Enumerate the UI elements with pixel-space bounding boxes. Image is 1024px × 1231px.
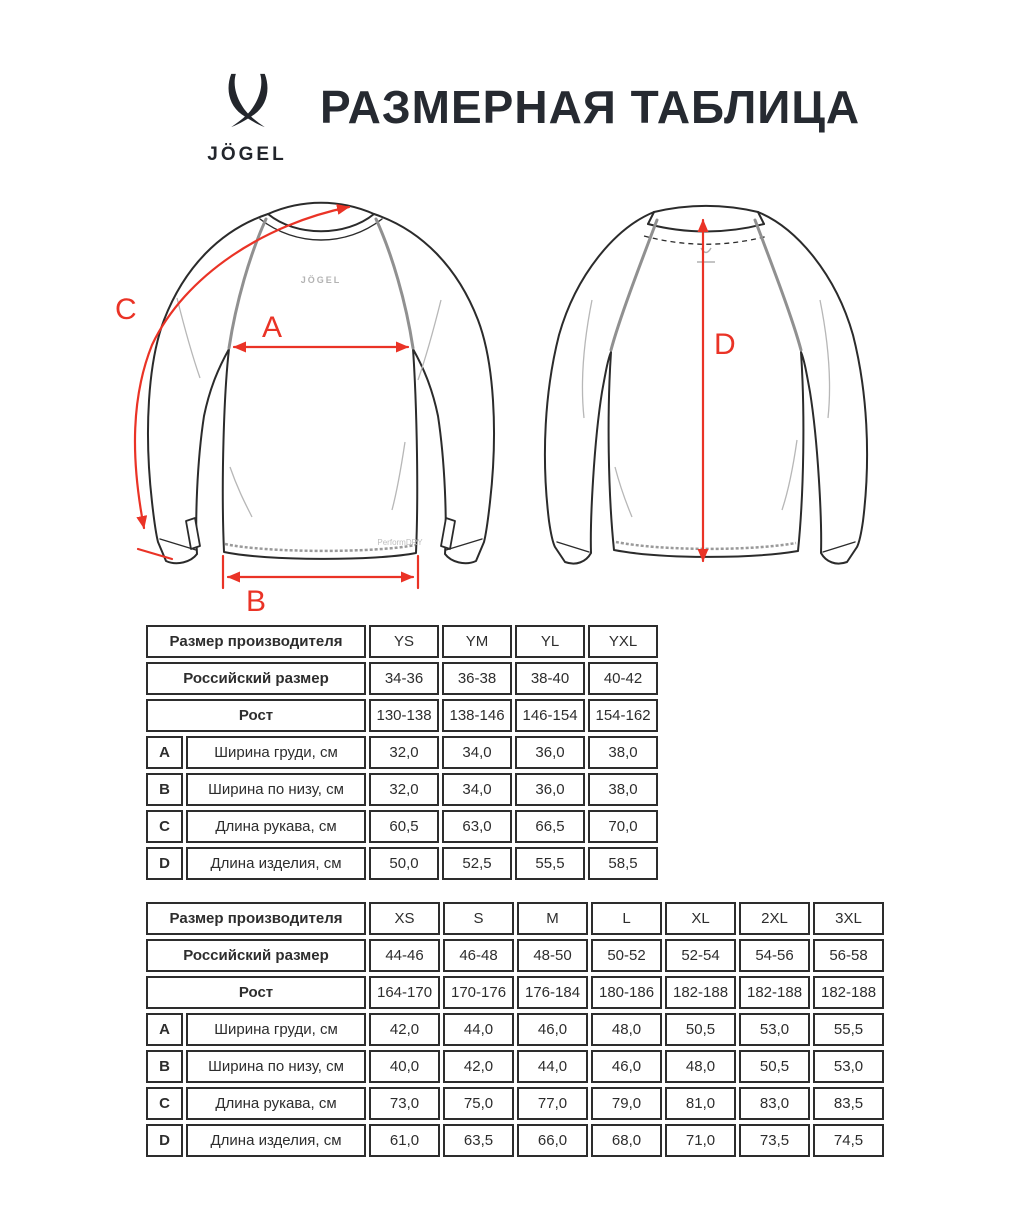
header-value-cell: 44-46 [369, 939, 440, 972]
shirt-front-view-drawing [100, 190, 520, 620]
header-value-cell: 46-48 [443, 939, 514, 972]
header-value-cell: 182-188 [739, 976, 810, 1009]
front-chest-logo: JÖGEL [300, 275, 342, 285]
collar-outer [268, 203, 374, 214]
measure-label-cell: Ширина груди, см [186, 1013, 366, 1046]
header-row-label: Размер производителя [146, 625, 366, 658]
adult-size-table-container [143, 898, 887, 1161]
measure-value-cell: 79,0 [591, 1087, 662, 1120]
dimension-letter-cell: D [146, 847, 183, 880]
youth-size-table-container [143, 621, 661, 884]
measure-value-cell: 60,5 [369, 810, 439, 843]
measure-value-cell: 83,5 [813, 1087, 884, 1120]
measure-value-cell: 74,5 [813, 1124, 884, 1157]
label-b: B [246, 585, 267, 618]
measure-value-cell: 63,5 [443, 1124, 514, 1157]
header-value-cell: 164-170 [369, 976, 440, 1009]
header-value-cell: 130-138 [369, 699, 439, 732]
measure-value-cell: 66,0 [517, 1124, 588, 1157]
header-value-cell: 56-58 [813, 939, 884, 972]
measure-value-cell: 36,0 [515, 736, 585, 769]
measure-value-cell: 66,5 [515, 810, 585, 843]
measure-value-cell: 73,5 [739, 1124, 810, 1157]
measure-label-cell: Ширина груди, см [186, 736, 366, 769]
measure-value-cell: 32,0 [369, 773, 439, 806]
dimension-letter-cell: A [146, 1013, 183, 1046]
header-value-cell: 36-38 [442, 662, 512, 695]
measure-value-cell: 40,0 [369, 1050, 440, 1083]
measure-value-cell: 50,5 [739, 1050, 810, 1083]
table-measure-row [146, 810, 658, 843]
header-row-label: Рост [146, 976, 366, 1009]
measure-value-cell: 46,0 [591, 1050, 662, 1083]
table-header-row [146, 976, 884, 1009]
dimension-letter-cell: A [146, 736, 183, 769]
measure-value-cell: 75,0 [443, 1087, 514, 1120]
measure-value-cell: 34,0 [442, 736, 512, 769]
measure-value-cell: 63,0 [442, 810, 512, 843]
table-header-row [146, 939, 884, 972]
measure-label-cell: Длина изделия, см [186, 1124, 366, 1157]
measure-value-cell: 83,0 [739, 1087, 810, 1120]
header-value-cell: 38-40 [515, 662, 585, 695]
table-measure-row [146, 1087, 884, 1120]
dimension-letter-cell: B [146, 1050, 183, 1083]
measure-value-cell: 50,5 [665, 1013, 736, 1046]
header-value-cell: 154-162 [588, 699, 658, 732]
measure-value-cell: 36,0 [515, 773, 585, 806]
label-a: A [262, 311, 283, 344]
header-value-cell: YXL [588, 625, 658, 658]
brand-name: JÖGEL [207, 144, 287, 165]
measure-label-cell: Длина изделия, см [186, 847, 366, 880]
header-value-cell: 52-54 [665, 939, 736, 972]
header-row-label: Размер производителя [146, 902, 366, 935]
header-value-cell: 182-188 [813, 976, 884, 1009]
back-silhouette [545, 212, 867, 564]
dimension-letter-cell: C [146, 1087, 183, 1120]
measure-value-cell: 53,0 [739, 1013, 810, 1046]
dimension-letter-cell: C [146, 810, 183, 843]
measure-value-cell: 44,0 [443, 1013, 514, 1046]
table-header-row [146, 662, 658, 695]
measure-value-cell: 55,5 [515, 847, 585, 880]
measure-value-cell: 70,0 [588, 810, 658, 843]
measure-label-cell: Ширина по низу, см [186, 1050, 366, 1083]
label-d: D [714, 328, 736, 361]
header-value-cell: 170-176 [443, 976, 514, 1009]
table-measure-row [146, 736, 658, 769]
header-value-cell: 182-188 [665, 976, 736, 1009]
measure-value-cell: 68,0 [591, 1124, 662, 1157]
header-value-cell: M [517, 902, 588, 935]
dimension-letter-cell: B [146, 773, 183, 806]
header-value-cell: 180-186 [591, 976, 662, 1009]
measure-value-cell: 34,0 [442, 773, 512, 806]
measure-value-cell: 71,0 [665, 1124, 736, 1157]
measure-value-cell: 42,0 [443, 1050, 514, 1083]
header-value-cell: 34-36 [369, 662, 439, 695]
header-value-cell: XS [369, 902, 440, 935]
jogel-logo-icon [222, 72, 274, 140]
youth-size-table [143, 621, 661, 884]
header-row-label: Российский размер [146, 939, 366, 972]
measure-value-cell: 61,0 [369, 1124, 440, 1157]
table-measure-row [146, 1013, 884, 1046]
measure-label-cell: Ширина по низу, см [186, 773, 366, 806]
label-c: C [115, 293, 137, 326]
header-value-cell: 40-42 [588, 662, 658, 695]
table-measure-row [146, 847, 658, 880]
header-value-cell: YL [515, 625, 585, 658]
measure-value-cell: 38,0 [588, 773, 658, 806]
table-header-row [146, 625, 658, 658]
header-value-cell: 2XL [739, 902, 810, 935]
header-value-cell: YS [369, 625, 439, 658]
measure-value-cell: 77,0 [517, 1087, 588, 1120]
header-value-cell: S [443, 902, 514, 935]
header-value-cell: 3XL [813, 902, 884, 935]
measure-label-cell: Длина рукава, см [186, 1087, 366, 1120]
measure-value-cell: 46,0 [517, 1013, 588, 1046]
measure-label-cell: Длина рукава, см [186, 810, 366, 843]
measure-value-cell: 50,0 [369, 847, 439, 880]
dimension-letter-cell: D [146, 1124, 183, 1157]
table-measure-row [146, 773, 658, 806]
measure-value-cell: 81,0 [665, 1087, 736, 1120]
measure-value-cell: 52,5 [442, 847, 512, 880]
measure-value-cell: 48,0 [665, 1050, 736, 1083]
header-value-cell: XL [665, 902, 736, 935]
header-value-cell: 176-184 [517, 976, 588, 1009]
header-value-cell: 50-52 [591, 939, 662, 972]
table-measure-row [146, 1050, 884, 1083]
measure-value-cell: 55,5 [813, 1013, 884, 1046]
header-row-label: Рост [146, 699, 366, 732]
front-silhouette [148, 214, 494, 563]
header-value-cell: YM [442, 625, 512, 658]
measure-value-cell: 48,0 [591, 1013, 662, 1046]
page-title: РАЗМЕРНАЯ ТАБЛИЦА [320, 81, 861, 133]
measure-value-cell: 42,0 [369, 1013, 440, 1046]
table-header-row [146, 699, 658, 732]
measure-value-cell: 53,0 [813, 1050, 884, 1083]
header-value-cell: 48-50 [517, 939, 588, 972]
back-collar-band [654, 206, 758, 212]
measure-value-cell: 58,5 [588, 847, 658, 880]
header-row-label: Российский размер [146, 662, 366, 695]
table-header-row [146, 902, 884, 935]
measure-value-cell: 32,0 [369, 736, 439, 769]
measure-value-cell: 44,0 [517, 1050, 588, 1083]
header-value-cell: 54-56 [739, 939, 810, 972]
header-value-cell: L [591, 902, 662, 935]
measure-value-cell: 73,0 [369, 1087, 440, 1120]
header-value-cell: 138-146 [442, 699, 512, 732]
shirt-back-view-drawing [520, 190, 940, 620]
adult-size-table [143, 898, 887, 1161]
measure-value-cell: 38,0 [588, 736, 658, 769]
header-value-cell: 146-154 [515, 699, 585, 732]
table-measure-row [146, 1124, 884, 1157]
fabric-label: PerformDRY [377, 538, 423, 547]
